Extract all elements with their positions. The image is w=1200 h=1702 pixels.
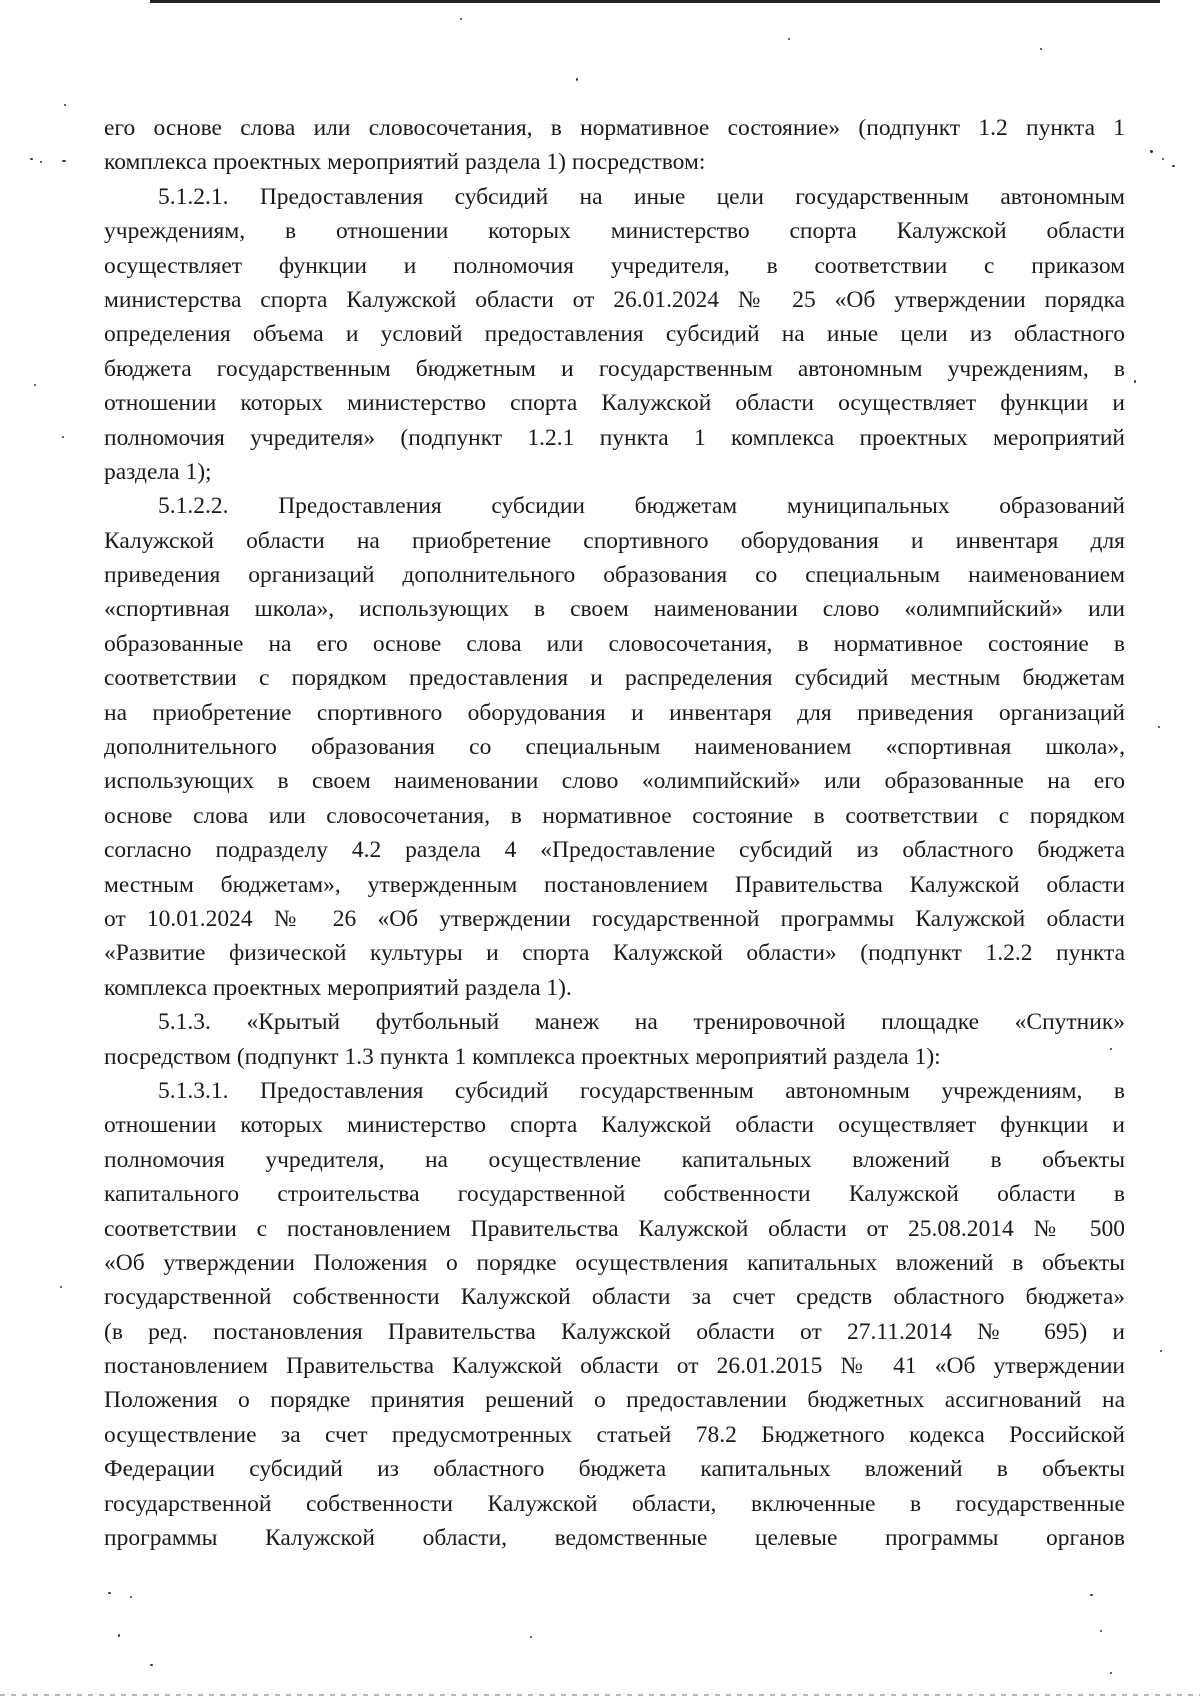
text-line: полномочия учредителя» (подпункт 1.2.1 пункта 1 комплекса проектных мероприятий <box>104 424 1125 451</box>
text-line: дополнительного образования со специальным наименованием «спортивная школа», <box>104 734 1125 761</box>
scan-speck <box>1110 1672 1112 1674</box>
text-line: местным бюджетам», утвержденным постановлением Правительства Калужской области <box>104 871 1125 898</box>
scan-speck <box>1160 1350 1162 1352</box>
text-line: на приобретение спортивного оборудования и инвентаря для приведения организаций <box>104 699 1125 726</box>
text-line: отношении которых министерство спорта Калужской области осуществляет функции и <box>104 1112 1125 1139</box>
scan-speck <box>62 436 64 438</box>
text-line: отношении которых министерство спорта Калужской области осуществляет функции и <box>104 390 1125 417</box>
text-line: государственной собственности Калужской области за счет средств областного бюджета» <box>104 1284 1125 1311</box>
text-line: соответствии с постановлением Правительства Калужской области от 25.08.2014 № 500 <box>104 1215 1125 1242</box>
scan-speck <box>108 1592 111 1594</box>
scan-speck <box>1100 1630 1102 1632</box>
scan-speck <box>1040 48 1042 50</box>
text-line: постановлением Правительства Калужской области от 26.01.2015 № 41 «Об утверждении <box>104 1353 1125 1380</box>
text-line: согласно подразделу 4.2 раздела 4 «Предоставление субсидий из областного бюджета <box>104 837 1125 864</box>
scan-speck <box>1134 380 1136 383</box>
text-line: Федерации субсидий из областного бюджета капитальных вложений в объекты <box>104 1456 1125 1483</box>
scan-speck <box>150 1664 153 1666</box>
scan-bottom-edge <box>0 1694 1200 1696</box>
text-line: министерства спорта Калужской области от 26.01.2024 № 25 «Об утверждении порядка <box>104 286 1125 313</box>
scan-speck <box>40 161 42 163</box>
scan-speck <box>1090 1594 1093 1596</box>
scan-speck <box>460 18 462 20</box>
text-line: образованные на его основе слова или словосочетания, в нормативное состояние в <box>104 630 1125 657</box>
scan-speck <box>62 160 66 162</box>
text-line: Калужской области на приобретение спортивного оборудования и инвентаря для <box>104 527 1125 554</box>
text-line: государственной собственности Калужской области, включенные в государственные <box>104 1490 1125 1517</box>
top-border-line <box>150 0 1160 3</box>
text-line: соответствии с порядком предоставления и распределения субсидий местным бюджетам <box>104 665 1125 692</box>
text-line: 5.1.3. «Крытый футбольный манеж на тренировочной площадке «Спутник» <box>158 1009 1125 1036</box>
text-line: капитального строительства государственной собственности Калужской области в <box>104 1181 1125 1208</box>
text-line: его основе слова или словосочетания, в нормативное состояние» (подпункт 1.2 пункта 1 <box>104 115 1125 141</box>
document-body-text <box>104 111 1125 1555</box>
text-line: учреждениям, в отношении которых министерство спорта Калужской области <box>104 218 1125 245</box>
text-line: посредством (подпункт 1.3 пункта 1 комплекса проектных мероприятий раздела 1): <box>104 1043 941 1070</box>
scan-speck <box>530 1636 532 1638</box>
scan-speck <box>118 1634 120 1637</box>
scan-speck <box>1162 158 1164 160</box>
scan-speck <box>34 384 36 386</box>
scan-speck <box>30 158 33 160</box>
text-line: бюджета государственным бюджетным и государственным автономным учреждениям, в <box>104 355 1125 382</box>
scan-speck <box>64 104 66 106</box>
text-line: 5.1.3.1. Предоставления субсидий государственным автономным учреждениям, в <box>158 1077 1125 1104</box>
text-line: комплекса проектных мероприятий раздела 1). <box>104 974 572 1001</box>
scan-speck <box>1150 150 1153 153</box>
text-line: программы Калужской области, ведомственные целевые программы органов <box>104 1525 1125 1552</box>
text-line: осуществляет функции и полномочия учредителя, в соответствии с приказом <box>104 252 1125 279</box>
text-line: «спортивная школа», использующих в своем наименовании слово «олимпийский» или <box>104 596 1125 623</box>
text-line: использующих в своем наименовании слово «олимпийский» или образованные на его <box>104 768 1125 795</box>
scan-speck <box>60 1286 62 1288</box>
text-line: раздела 1); <box>104 458 212 485</box>
scan-speck <box>130 1596 132 1598</box>
text-line: 5.1.2.1. Предоставления субсидий на иные цели государственным автономным <box>158 183 1125 210</box>
scan-speck <box>1110 1048 1112 1050</box>
text-line: полномочия учредителя, на осуществление капитальных вложений в объекты <box>104 1146 1125 1173</box>
scan-speck <box>576 78 578 81</box>
text-line: Положения о порядке принятия решений о предоставлении бюджетных ассигнований на <box>104 1387 1125 1414</box>
text-line: «Развитие физической культуры и спорта Калужской области» (подпункт 1.2.2 пункта <box>104 940 1125 967</box>
scan-speck <box>1158 726 1160 728</box>
text-line: приведения организаций дополнительного образования со специальным наименованием <box>104 562 1125 589</box>
text-line: от 10.01.2024 № 26 «Об утверждении государственной программы Калужской области <box>104 905 1125 932</box>
scan-speck <box>1172 165 1175 167</box>
text-line: 5.1.2.2. Предоставления субсидии бюджетам муниципальных образований <box>158 493 1125 520</box>
text-line: (в ред. постановления Правительства Калужской области от 27.11.2014 № 695) и <box>104 1318 1125 1345</box>
text-line: осуществление за счет предусмотренных статьей 78.2 Бюджетного кодекса Российской <box>104 1421 1125 1448</box>
scan-speck <box>788 38 790 40</box>
text-line: комплекса проектных мероприятий раздела 1) посредством: <box>104 149 706 176</box>
text-line: основе слова или словосочетания, в нормативное состояние в соответствии с порядком <box>104 802 1125 829</box>
text-line: «Об утверждении Положения о порядке осуществления капитальных вложений в объекты <box>104 1249 1125 1276</box>
text-line: определения объема и условий предоставления субсидий на иные цели из областного <box>104 321 1125 348</box>
